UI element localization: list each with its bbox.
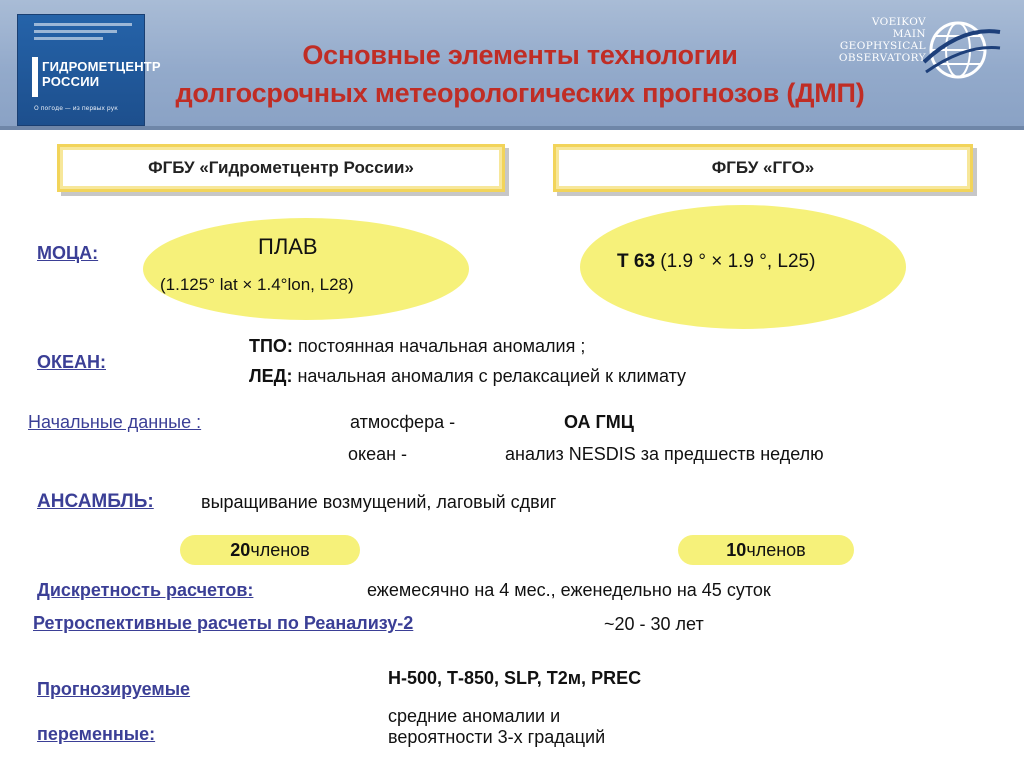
ggo-line1: VOEIKOV <box>871 16 926 28</box>
ocean-source-label: океан - <box>348 444 408 464</box>
book-title-line2: РОССИИ <box>42 74 100 89</box>
variables-desc-line1: средние аномалии и <box>388 706 561 726</box>
org-box-hydromet <box>57 144 505 192</box>
title-line2: долгосрочных метеорологических прогнозов (ДМП) <box>175 78 865 108</box>
retro-label: Ретроспективные расчеты по Реанализу-2 <box>33 613 414 633</box>
header-divider <box>0 128 1024 130</box>
variables-description <box>388 706 605 748</box>
retro-text: ~20 - 30 лет <box>604 614 704 634</box>
initial-data-label: Начальные данные : <box>28 412 202 432</box>
atm-value: ОА ГМЦ <box>564 412 634 432</box>
ggo-line4: OBSERVATORY <box>838 52 926 64</box>
org-box-ggo <box>553 144 973 192</box>
variables-list: Н-500, Т-850, SLP, Т2м, PREC <box>388 668 642 688</box>
ensemble-left-unit: членов <box>250 539 310 560</box>
tpo-label: ТПО: <box>249 336 293 356</box>
ensemble-text: выращивание возмущений, лаговый сдвиг <box>201 492 557 512</box>
ocean-label: ОКЕАН: <box>37 352 106 372</box>
ensemble-right-pill <box>678 535 854 565</box>
page-title <box>150 36 890 112</box>
variables-label-line1: Прогнозируемые <box>37 679 191 699</box>
plav-params: (1.125° lat × 1.4°lon, L28) <box>160 275 354 294</box>
ice-label: ЛЕД: <box>249 366 293 386</box>
org-ggo-label: ФГБУ «ГГО» <box>711 158 815 177</box>
t63-params: (1.9 ° × 1.9 °, L25) <box>655 251 816 272</box>
atm-label: атмосфера - <box>350 412 456 432</box>
t63-spec <box>617 251 815 273</box>
ensemble-left-pill <box>180 535 360 565</box>
ensemble-label: АНСАМБЛЬ: <box>37 491 154 512</box>
book-title <box>42 59 161 89</box>
ensemble-right-count: 10 <box>726 539 747 560</box>
ensemble-left-count: 20 <box>230 539 251 560</box>
title-line1: Основные элементы технологии <box>302 40 738 70</box>
variables-label-line2: переменные: <box>37 724 156 744</box>
ocean-source-value: анализ NESDIS за предшеств неделю <box>505 444 824 464</box>
ice-line <box>249 366 686 387</box>
org-hydromet-label: ФГБУ «Гидрометцентр России» <box>148 158 414 177</box>
ice-text: начальная аномалия с релаксацией к климату <box>292 366 687 386</box>
globe-logo-icon <box>922 14 1002 84</box>
book-title-line1: ГИДРОМЕТЦЕНТР <box>42 59 161 74</box>
ggo-line3: GEOPHYSICAL <box>839 40 926 52</box>
ggo-wordmark <box>834 16 926 64</box>
book-decoration <box>34 23 132 44</box>
ggo-line2: MAIN <box>892 28 926 40</box>
tpo-text: постоянная начальная аномалия ; <box>292 336 586 356</box>
header-banner <box>0 0 1024 128</box>
hydromet-book-logo <box>17 14 161 126</box>
book-accent-bar <box>32 57 38 97</box>
t63-name: Т 63 <box>617 251 656 272</box>
discreteness-label: Дискретность расчетов: <box>37 580 254 600</box>
ensemble-right-unit: членов <box>746 539 806 560</box>
plav-name: ПЛАВ <box>258 234 318 259</box>
book-subtitle: О погоде — из первых рук <box>34 105 118 112</box>
discreteness-text: ежемесячно на 4 мес., еженедельно на 45 суток <box>367 580 771 600</box>
variables-desc-line2: вероятности 3-х градаций <box>388 727 606 747</box>
tpo-line <box>249 336 585 357</box>
mota-label: МОЦА: <box>37 243 99 263</box>
